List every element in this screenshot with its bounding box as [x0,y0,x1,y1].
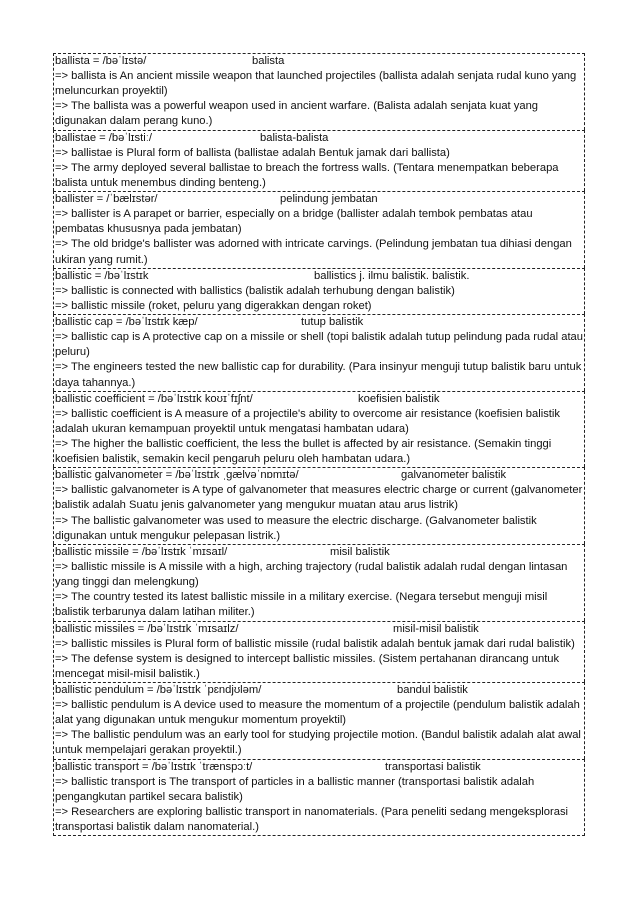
entry-head [55,54,584,69]
entry-translation: galvanometer balistik [401,469,507,482]
entry-translation: balista-balista [260,131,329,144]
entry-head [55,545,584,560]
entry-definition: => ballistic transport is The transport of particles in a ballistic manner (transportasi balistik adalah pengangkutan partikel secara balistik) [55,775,535,803]
entry-pronunciation: ballistic coefficient = /bəˈlɪstɪk koʊɪˈfɪʃnt/ [55,392,253,405]
entry-definition: => ballister is A parapet or barrier, especially on a bridge (ballister adalah tembok pembatas atau pembatas khususnya pada jembatan) [55,208,533,236]
entry-translation: pelindung jembatan [280,193,378,206]
entry-ballistic-cap [53,314,585,391]
entry-definition: => ballistic cap is A protective cap on a missile or shell (topi balistik adalah tutup pelindung pada rudal atau peluru) [55,331,583,359]
entry-pronunciation: ballistic galvanometer = /bəˈlɪstɪk ˌɡælvəˈnɒmɪtə/ [55,469,299,482]
entry-translation: tutup balistik [301,316,364,329]
entry-example: => The defense system is designed to intercept ballistic missiles. (Sistem pertahanan dirancang untuk mencegat misil-misil balistik.) [55,652,560,680]
entry-head [55,269,584,284]
entry-pronunciation: ballistic missiles = /bəˈlɪstɪk ˈmɪsaɪlz/ [55,622,239,635]
entry-head [55,622,584,637]
entry-definition: => ballistic missiles is Plural form of ballistic missile (rudal balistik adalah bentuk jamak dari rudal balistik) [55,637,575,650]
entry-definition: => ballistic is connected with ballistics (balistik adalah terhubung dengan balistik) [55,284,455,297]
entry-definition: => ballistic coefficient is A measure of a projectile's ability to overcome air resistance (koefisien balistik adalah ukuran kemampuan proyektil untuk mengatasi hambatan udara) [55,407,560,435]
entry-example: => The old bridge's ballister was adorned with intricate carvings. (Pelindung jembatan tua dihiasi dengan ukiran yang rumit.) [55,238,572,266]
entry-translation: misil balistik [330,545,390,558]
entry-head [55,192,584,207]
entry-pronunciation: ballistic missile = /bəˈlɪstɪk ˈmɪsaɪl/ [55,545,228,558]
entry-head [55,468,584,483]
entry-head [55,760,584,775]
entry-pronunciation: ballistic cap = /bəˈlɪstɪk kæp/ [55,316,198,329]
entry-pronunciation: ballistic transport = /bəˈlɪstɪk ˈtrænspɔːt/ [55,760,253,773]
entry-pronunciation: ballistae = /bəˈlɪstiː/ [55,131,152,144]
entry-pronunciation: ballister = /ˈbælɪstər/ [55,193,158,206]
entry-example: => The higher the ballistic coefficient, the less the bullet is affected by air resistance. (Semakin tinggi koefisien balistik, semakin kecil pengaruh peluru oleh hambatan udara.) [55,437,552,466]
entry-ballistae [53,130,585,191]
entry-example: => The army deployed several ballistae to breach the fortress walls. (Tentara menempatkan beberapa balista untuk menembus dinding benteng.) [55,161,559,189]
entry-pronunciation: ballistic = /bəˈlɪstɪk [55,269,149,282]
entry-pronunciation: ballista = /bəˈlɪstə/ [55,55,147,67]
entry-translation: bandul balistik [397,684,468,696]
entry-example: => The ballistic galvanometer was used to measure the electric discharge. (Galvanometer balistik digunakan untuk mengukur pelepasan listrik.) [55,514,537,542]
entry-head [55,315,584,330]
entry-ballistic-missiles [53,621,585,682]
entry-example: => The engineers tested the new ballistic cap for durability. (Para insinyur menguji tutup balistik baru untuk daya tahannya.) [55,361,582,389]
entry-ballistic-missile [53,544,585,621]
entry-definition: => ballistic missile is A missile with a high, arching trajectory (rudal balistik adalah rudal dengan lintasan yang tinggi dan melengkung) [55,560,568,589]
entry-ballistic-pendulum [53,682,585,759]
entry-example: => The country tested its latest ballistic missile in a military exercise. (Negara tersebut menguji misil balistik terbarunya dalam latihan militer.) [55,591,548,619]
entry-translation: misil-misil balistik [393,622,479,635]
entry-ballistic-transport [53,759,585,837]
entry-definition: => ballistic galvanometer is A type of galvanometer that measures electric charge or current (galvanometer balistik adalah Suatu jenis galvanometer yang mengukur muatan atau arus listrik) [55,484,583,512]
entry-ballistic-coefficient [53,391,585,468]
entry-head [55,392,584,407]
entry-example: => The ballista was a powerful weapon used in ancient warfare. (Balista adalah senjata kuat yang digunakan dalam perang kuno.) [55,100,539,128]
entry-ballistic [53,268,585,314]
entry-ballistic-galvanometer [53,467,585,544]
entry-definition: => ballista is An ancient missile weapon that launched projectiles (ballista adalah senjata rudal kuno yang meluncurkan proyektil) [55,70,577,98]
entry-pronunciation: ballistic pendulum = /bəˈlɪstɪk ˈpɛndjʊləm/ [55,684,262,696]
entry-translation: balista [252,55,285,67]
entry-definition: => ballistae is Plural form of ballista (ballistae adalah Bentuk jamak dari ballista) [55,146,450,159]
entry-definition: => ballistic pendulum is A device used to measure the momentum of a projectile (pendulum balistik adalah alat yang digunakan untuk mengukur momentum proyektil) [55,699,580,727]
entry-ballister [53,191,585,268]
entry-translation: koefisien balistik [358,392,440,405]
entry-example: => The ballistic pendulum was an early tool for studying projectile motion. (Bandul balistik adalah alat awal untuk mempelajari gerakan proyektil.) [55,729,581,757]
entry-head [55,683,584,698]
entry-example: => ballistic missile (roket, peluru yang digerakkan dengan roket) [55,299,372,312]
entry-example: => Researchers are exploring ballistic transport in nanomaterials. (Para peneliti sedang mengeksplorasi transportasi balistik dalam nanomaterial.) [55,805,569,834]
entry-head [55,131,584,146]
entry-translation: ballistics j. ilmu balistik. balistik. [314,269,470,282]
dictionary-page [53,53,585,836]
entry-translation: transportasi balistik [385,760,481,773]
entry-ballista [53,53,585,130]
